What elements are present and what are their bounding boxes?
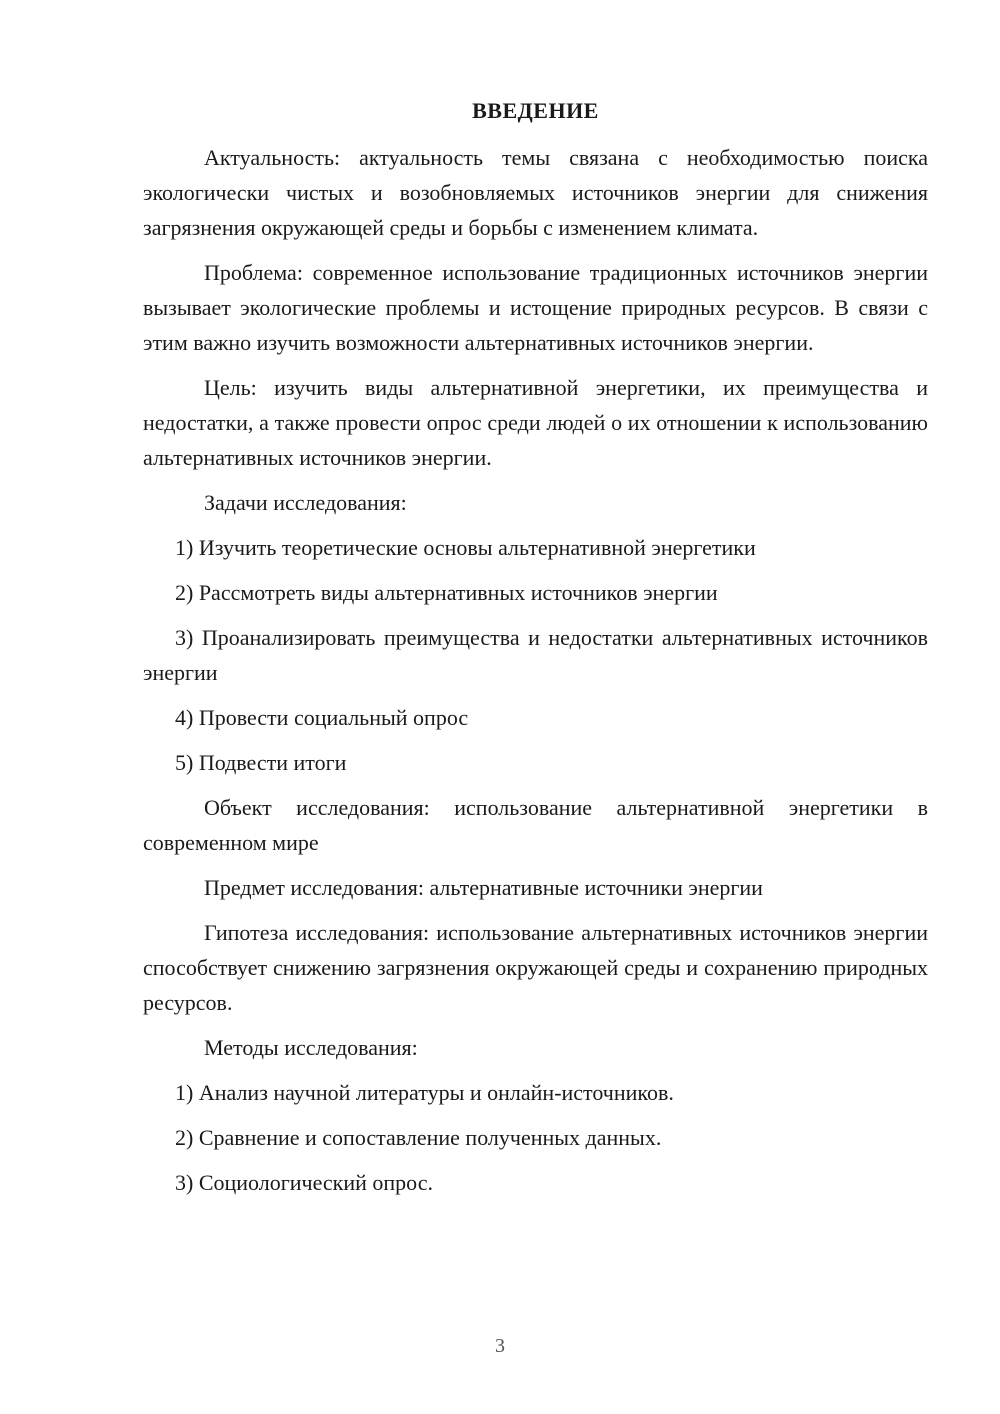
- list-item: 3) Проанализировать преимущества и недостатки альтернативных источников энергии: [143, 625, 928, 685]
- paragraph-relevance: Актуальность: актуальность темы связана с необходимостью поиска экологически чистых и возобновляемых источников энергии для снижения загрязнения окружающей среды и борьбы с изменением климата.: [143, 145, 928, 240]
- document-page: [143, 96, 928, 1210]
- list-item: 2) Рассмотреть виды альтернативных источников энергии: [175, 580, 718, 605]
- list-item: 2) Сравнение и сопоставление полученных данных.: [175, 1125, 662, 1150]
- list-item: 1) Анализ научной литературы и онлайн-источников.: [175, 1080, 674, 1105]
- paragraph-goal: Цель: изучить виды альтернативной энергетики, их преимущества и недостатки, а также провести опрос среди людей о их отношении к использованию альтернативных источников энергии.: [143, 375, 928, 470]
- paragraph-object: Объект исследования: использование альтернативной энергетики в современном мире: [143, 795, 928, 855]
- paragraph-problem: Проблема: современное использование традиционных источников энергии вызывает экологические проблемы и истощение природных ресурсов. В связи с этим важно изучить возможности альтернативных источников энергии.: [143, 260, 928, 355]
- list-item: 4) Провести социальный опрос: [175, 705, 469, 730]
- section-heading: ВВЕДЕНИЕ: [472, 98, 599, 123]
- paragraph-subject: Предмет исследования: альтернативные источники энергии: [204, 875, 763, 900]
- paragraph-tasks-title: Задачи исследования:: [204, 490, 407, 515]
- list-item: 5) Подвести итоги: [175, 750, 347, 775]
- paragraph-hypothesis: Гипотеза исследования: использование альтернативных источников энергии способствует снижению загрязнения окружающей среды и сохранению природных ресурсов.: [143, 920, 928, 1015]
- list-item: 3) Социологический опрос.: [175, 1170, 433, 1195]
- paragraph-methods-title: Методы исследования:: [204, 1035, 418, 1060]
- page-number: 3: [495, 1335, 505, 1357]
- list-item: 1) Изучить теоретические основы альтернативной энергетики: [175, 535, 756, 560]
